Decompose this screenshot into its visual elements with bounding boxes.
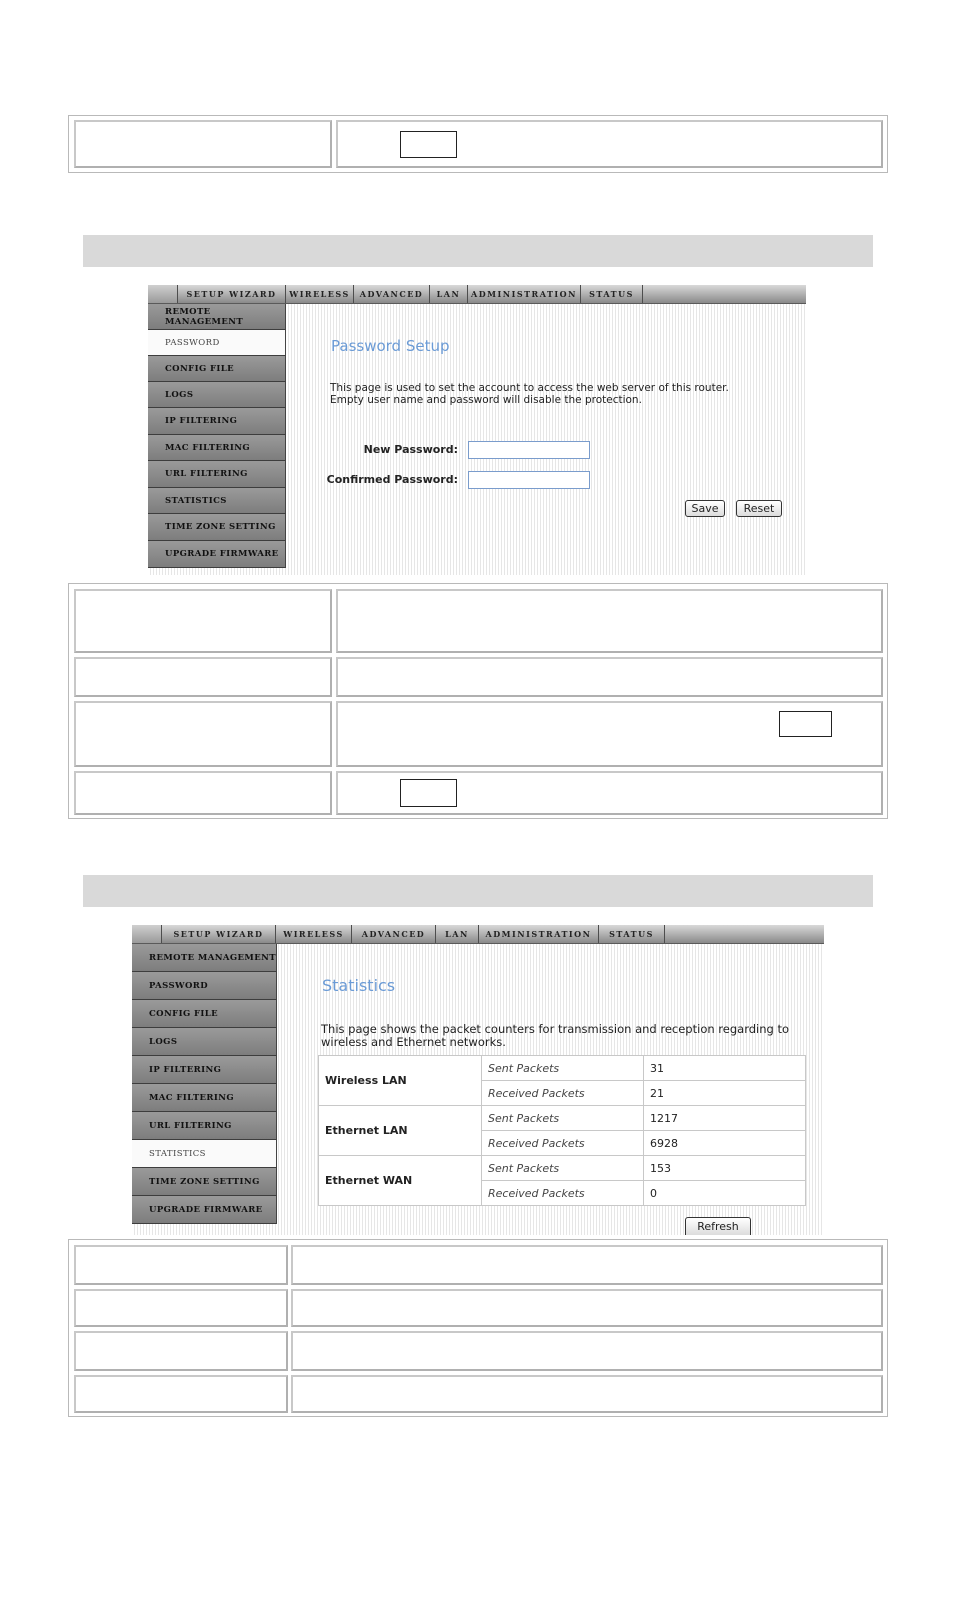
nav-tab-administration[interactable]: ADMINISTRATION [468, 285, 581, 303]
group-name-cell: Ethernet WAN [319, 1156, 482, 1206]
sidebar-item-logs[interactable]: LOGS [132, 1028, 277, 1056]
nav-tab-administration[interactable]: ADMINISTRATION [479, 925, 599, 943]
counter-label-cell: Received Packets [482, 1081, 644, 1106]
button-placeholder-box [779, 711, 832, 737]
nav-tab-lan[interactable]: LAN [436, 925, 479, 943]
nav-tab-wireless[interactable]: WIRELESS [276, 925, 352, 943]
nav-tab-advanced[interactable]: ADVANCED [352, 925, 436, 943]
nav-tab-spacer [148, 285, 178, 303]
sidebar-item-upgrade-firmware[interactable]: UPGRADE FIRMWARE [148, 541, 286, 568]
new-password-input[interactable] [468, 441, 590, 459]
page-title: Statistics [322, 976, 396, 995]
sidebar-item-time-zone-setting[interactable]: TIME ZONE SETTING [148, 514, 286, 541]
bottom-row3-value-cell [291, 1331, 883, 1371]
mid-row4-value-cell [336, 771, 883, 815]
sidebar-item-ip-filtering[interactable]: IP FILTERING [148, 408, 286, 435]
nav-tab-setup-wizard[interactable]: SETUP WIZARD [162, 925, 276, 943]
top-nav [132, 925, 824, 944]
page-description-line2: Empty user name and password will disable the protection. [330, 394, 642, 406]
top-nav [148, 285, 806, 304]
counter-label-cell: Sent Packets [482, 1156, 644, 1181]
nav-tab-status[interactable]: STATUS [599, 925, 665, 943]
mid-row1-label-cell [74, 589, 332, 653]
bottom-row1-value-cell [291, 1245, 883, 1285]
section-heading-bar [83, 875, 873, 907]
sidebar-item-ip-filtering[interactable]: IP FILTERING [132, 1056, 277, 1084]
reset-button[interactable]: Reset [736, 500, 782, 517]
counter-label-cell: Received Packets [482, 1181, 644, 1206]
mid-row3-label-cell [74, 701, 332, 767]
page-title: Password Setup [331, 337, 450, 355]
router-statistics-screenshot [132, 925, 824, 1235]
new-password-label: New Password: [363, 443, 458, 456]
confirmed-password-input[interactable] [468, 471, 590, 489]
sidebar [148, 304, 286, 568]
mid-row3-value-cell [336, 701, 883, 767]
save-button[interactable]: Save [685, 500, 725, 517]
table-row [319, 1106, 806, 1131]
nav-tab-status[interactable]: STATUS [581, 285, 643, 303]
counter-value-cell: 21 [644, 1081, 806, 1106]
counter-value-cell: 31 [644, 1056, 806, 1081]
button-placeholder-box [400, 131, 457, 158]
section-heading-bar [83, 235, 873, 267]
counter-label-cell: Sent Packets [482, 1056, 644, 1081]
confirmed-password-label: Confirmed Password: [326, 473, 458, 486]
button-placeholder-box [400, 779, 457, 807]
refresh-button[interactable]: Refresh [685, 1217, 751, 1235]
statistics-table [318, 1055, 806, 1206]
sidebar-item-statistics[interactable]: STATISTICS [132, 1140, 277, 1168]
nav-tab-spacer [132, 925, 162, 943]
nav-tab-advanced[interactable]: ADVANCED [354, 285, 430, 303]
group-name-cell: Wireless LAN [319, 1056, 482, 1106]
bottom-row3-label-cell [74, 1331, 288, 1371]
sidebar-item-password[interactable]: PASSWORD [132, 972, 277, 1000]
page-description-line1: This page is used to set the account to access the web server of this router. [330, 382, 729, 394]
bottom-row2-value-cell [291, 1289, 883, 1327]
table-row [319, 1156, 806, 1181]
sidebar-item-remote-management[interactable]: REMOTE MANAGEMENT [148, 304, 286, 330]
sidebar-item-url-filtering[interactable]: URL FILTERING [148, 461, 286, 488]
counter-value-cell: 1217 [644, 1106, 806, 1131]
sidebar-item-url-filtering[interactable]: URL FILTERING [132, 1112, 277, 1140]
counter-value-cell: 153 [644, 1156, 806, 1181]
bottom-row4-value-cell [291, 1375, 883, 1413]
bottom-row4-label-cell [74, 1375, 288, 1413]
nav-tab-wireless[interactable]: WIRELESS [286, 285, 354, 303]
sidebar-item-logs[interactable]: LOGS [148, 382, 286, 408]
sidebar-item-upgrade-firmware[interactable]: UPGRADE FIRMWARE [132, 1196, 277, 1224]
counter-value-cell: 6928 [644, 1131, 806, 1156]
router-password-screenshot [148, 285, 806, 575]
nav-tab-lan[interactable]: LAN [430, 285, 468, 303]
sidebar-item-mac-filtering[interactable]: MAC FILTERING [132, 1084, 277, 1112]
mid-row2-label-cell [74, 657, 332, 697]
page-description-line2: wireless and Ethernet networks. [321, 1035, 506, 1049]
mid-row2-value-cell [336, 657, 883, 697]
nav-tab-setup-wizard[interactable]: SETUP WIZARD [178, 285, 286, 303]
group-name-cell: Ethernet LAN [319, 1106, 482, 1156]
mid-row4-label-cell [74, 771, 332, 815]
sidebar-item-config-file[interactable]: CONFIG FILE [148, 356, 286, 382]
counter-label-cell: Received Packets [482, 1131, 644, 1156]
top-table-label-cell [74, 120, 332, 168]
bottom-row2-label-cell [74, 1289, 288, 1327]
table-row [319, 1056, 806, 1081]
sidebar-item-password[interactable]: PASSWORD [148, 330, 286, 356]
mid-row1-value-cell [336, 589, 883, 653]
counter-label-cell: Sent Packets [482, 1106, 644, 1131]
counter-value-cell: 0 [644, 1181, 806, 1206]
page-description-line1: This page shows the packet counters for transmission and reception regarding to [321, 1022, 790, 1036]
bottom-row1-label-cell [74, 1245, 288, 1285]
sidebar-item-config-file[interactable]: CONFIG FILE [132, 1000, 277, 1028]
sidebar-item-mac-filtering[interactable]: MAC FILTERING [148, 435, 286, 461]
top-doc-table [68, 115, 888, 173]
sidebar-item-time-zone-setting[interactable]: TIME ZONE SETTING [132, 1168, 277, 1196]
middle-doc-table [68, 583, 888, 819]
bottom-doc-table [68, 1239, 888, 1417]
sidebar [132, 944, 277, 1224]
sidebar-item-remote-management[interactable]: REMOTE MANAGEMENT [132, 944, 277, 972]
top-table-value-cell [336, 120, 883, 168]
sidebar-item-statistics[interactable]: STATISTICS [148, 488, 286, 514]
